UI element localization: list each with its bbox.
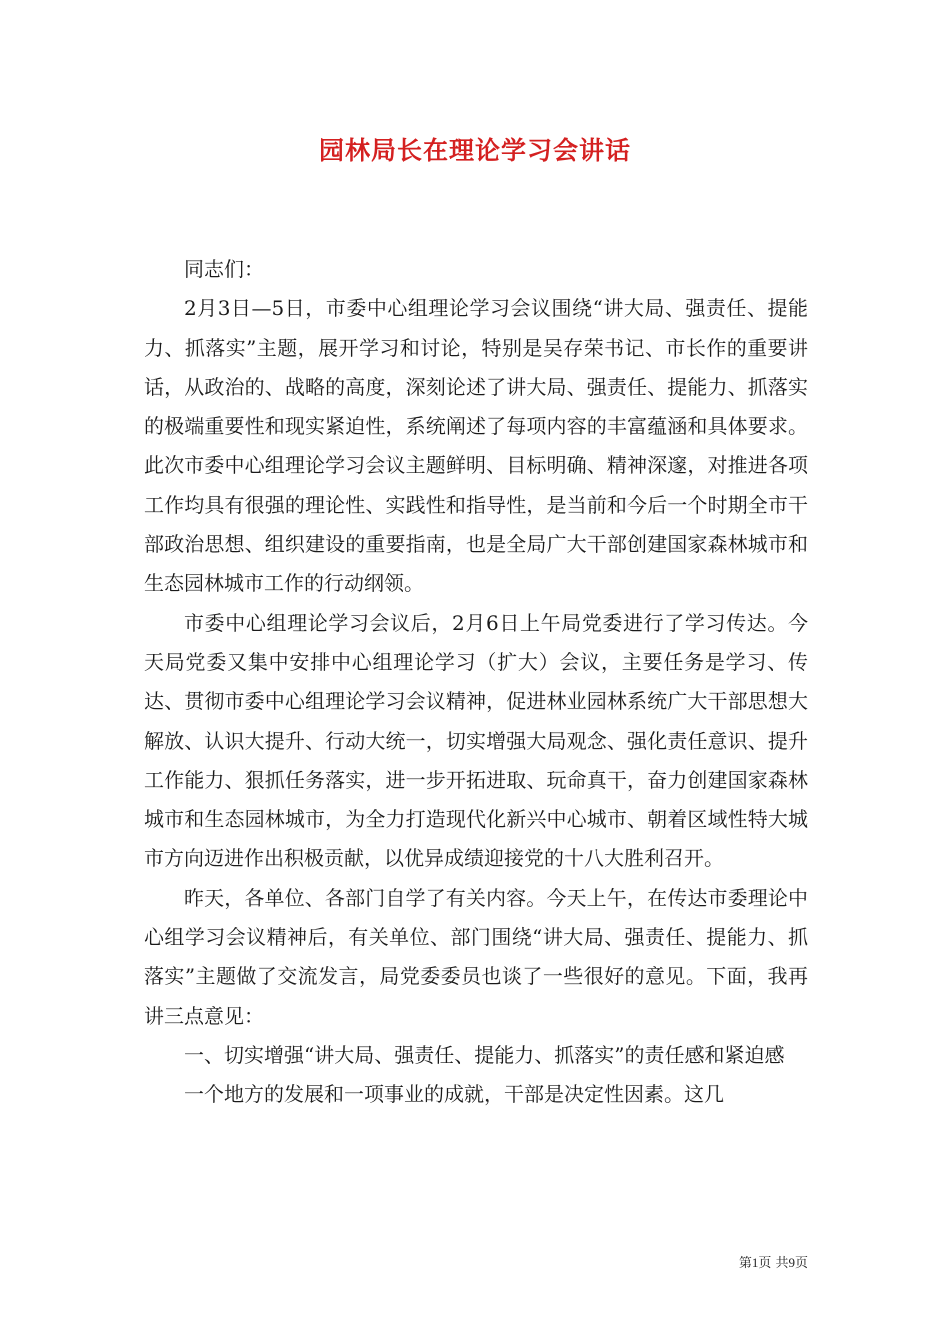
- current-page-number: 1: [751, 1255, 759, 1270]
- greeting: 同志们：: [184, 257, 264, 281]
- document-title: 园林局长在理论学习会讲话: [318, 136, 631, 165]
- paragraph: 昨天，各单位、各部门自学了有关内容。今天上午，在传达市委理论中心组学习会议精神后，有关单位、部门围绕“讲大局、强责任、提能力、抓落实”主题做了交流发言，局党委委员也谈了一些很好的意见。下面，我再讲三点意见：: [144, 885, 808, 1028]
- section-heading: 一、切实增强“讲大局、强责任、提能力、抓落实”的责任感和紧迫感: [184, 1042, 785, 1067]
- paragraph: 市委中心组理论学习会议后，2月6日上午局党委进行了学习传达。今天局党委又集中安排中心组理论学习（扩大）会议，主要任务是学习、传达、贯彻市委中心组理论学习会议精神，促进林业园林系统广大干部思想大解放、认识大提升、行动大统一，切实增强大局观念、强化责任意识、提升工作能力、狠抓任务落实，进一步开拓进取、玩命真干，奋力创建国家森林城市和生态园林城市，为全力打造现代化新兴中心城市、朝着区域性特大城市方向迈进作出积极贡献，以优异成绩迎接党的十八大胜利召开。: [144, 610, 808, 871]
- footer-prefix: 第: [738, 1256, 752, 1271]
- page-number-footer: [680, 1252, 808, 1271]
- footer-suffix: 页: [794, 1256, 808, 1271]
- total-pages-number: 9: [788, 1255, 795, 1270]
- footer-middle: 页 共: [758, 1256, 789, 1271]
- document-body: [144, 250, 808, 1115]
- paragraph: 2月3日—5日，市委中心组理论学习会议围绕“讲大局、强责任、提能力、抓落实”主题，展开学习和讨论，特别是吴存荣书记、市长作的重要讲话，从政治的、战略的高度，深刻论述了讲大局、强责任、提能力、抓落实的极端重要性和现实紧迫性，系统阐述了每项内容的丰富蕴涵和具体要求。此次市委中心组理论学习会议主题鲜明、目标明确、精神深邃，对推进各项工作均具有很强的理论性、实践性和指导性，是当前和今后一个时期全市干部政治思想、组织建设的重要指南，也是全局广大干部创建国家森林城市和生态园林城市工作的行动纲领。: [144, 296, 808, 596]
- paragraph: 一个地方的发展和一项事业的成就，干部是决定性因素。这几: [184, 1082, 724, 1107]
